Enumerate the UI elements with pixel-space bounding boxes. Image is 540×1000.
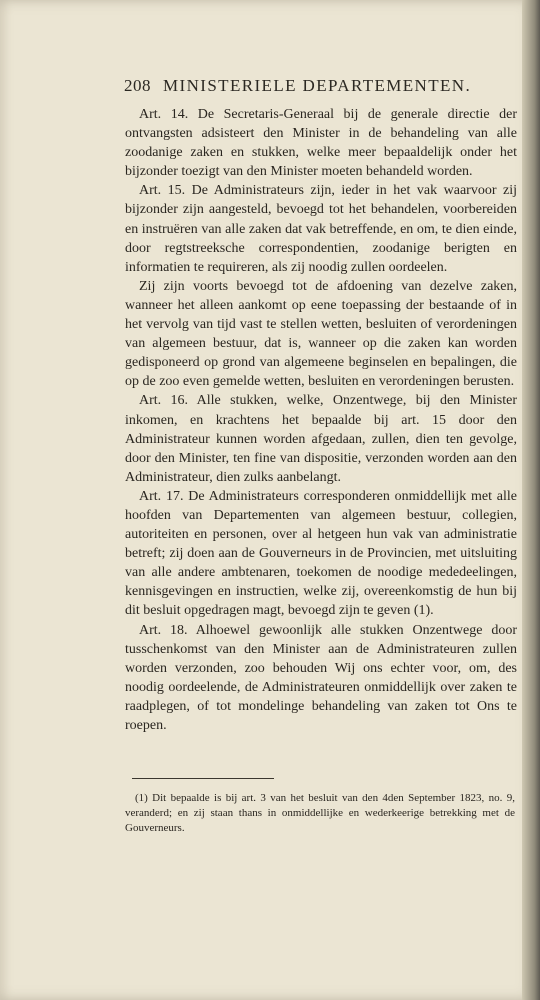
footnote-divider — [132, 778, 274, 779]
paragraph-art-16: Art. 16. Alle stukken, welke, Onzentwege, bij den Minister inkomen, en krachtens het bepaalde bij art. 15 door den Administrateur kunnen worden afgedaan, zullen, dien ten gevolge, door den Minister, ten fine van dispositie, verzonden worden aan den Administrateur, dien zulks aanbelangt. — [125, 393, 517, 485]
footnote-text: (1) Dit bepaalde is bij art. 3 van het besluit van den 4den September 1823, no. 9, veranderd; en zij staan thans in onmiddellijke en wederkeerige betrekking met de Gouverneurs. — [125, 792, 515, 834]
page-number: 208 — [124, 76, 151, 95]
paragraph-art-14: Art. 14. De Secretaris-Generaal bij de generale directie der ontvangsten adsisteert den Minister in de behandeling van alle zoodanige zaken en stukken, welke meer bepaaldelijk onder het bijzonder toezigt van den Minister moeten behandeld worden. — [125, 107, 517, 180]
running-header — [124, 76, 524, 96]
paragraph-art-18: Art. 18. Alhoewel gewoonlijk alle stukken Onzentwege door tusschenkomst van den Minister aan de Administrateuren zullen worden verzonden, zoo behouden Wij ons echter voor, om, des noodig oordeelende, de Administrateuren onmiddellijk over zaken te raadplegen, of tot mondelinge behandeling van zaken tot Ons te roepen. — [125, 622, 517, 733]
running-title: MINISTERIELE DEPARTEMENTEN. — [163, 76, 472, 95]
page-spine-shadow — [522, 0, 540, 1000]
paragraph-art-17: Art. 17. De Administrateurs corresponderen onmiddellijk met alle hoofden van Departementen van algemeen bestuur, collegien, autoriteiten en personen, over al hetgeen hun vak van administratie betreft; zij doen aan de Gouverneurs in de Provincien, met uitsluiting van alle andere ambtenaren, toekomen de noodige mededeelingen, kennisgevingen en instructien, welke zij, overeenkomstig de hun bij dit besluit opgedragen magt, bevoegd zijn te geven (1). — [125, 488, 517, 619]
paragraph-art-15: Art. 15. De Administrateurs zijn, ieder in het vak waarvoor zij bijzonder zijn aangesteld, bevoegd tot het behandelen, voorbereiden en instruëren van alle zaken dat vak betreffende, en om, te dien einde, door regtstreeksche correspondentien, zoodanige berigten en informatien te requireren, als zij noodig zullen oordeelen. — [125, 183, 517, 275]
paragraph-art-15-continued: Zij zijn voorts bevoegd tot de afdoening van dezelve zaken, wanneer het alleen aankomt op eene toepassing der bestaande of in het vervolg van tijd vast te stellen wetten, besluiten of verordeningen van algemeen bestuur, dat is, wanneer op die zaken kan worden gedisponeerd op grond van algemeene beginselen en bepalingen, die op de zoo even gemelde wetten, besluiten en verordeningen berusten. — [125, 278, 517, 390]
body-text — [125, 105, 517, 735]
footnote — [125, 791, 515, 836]
